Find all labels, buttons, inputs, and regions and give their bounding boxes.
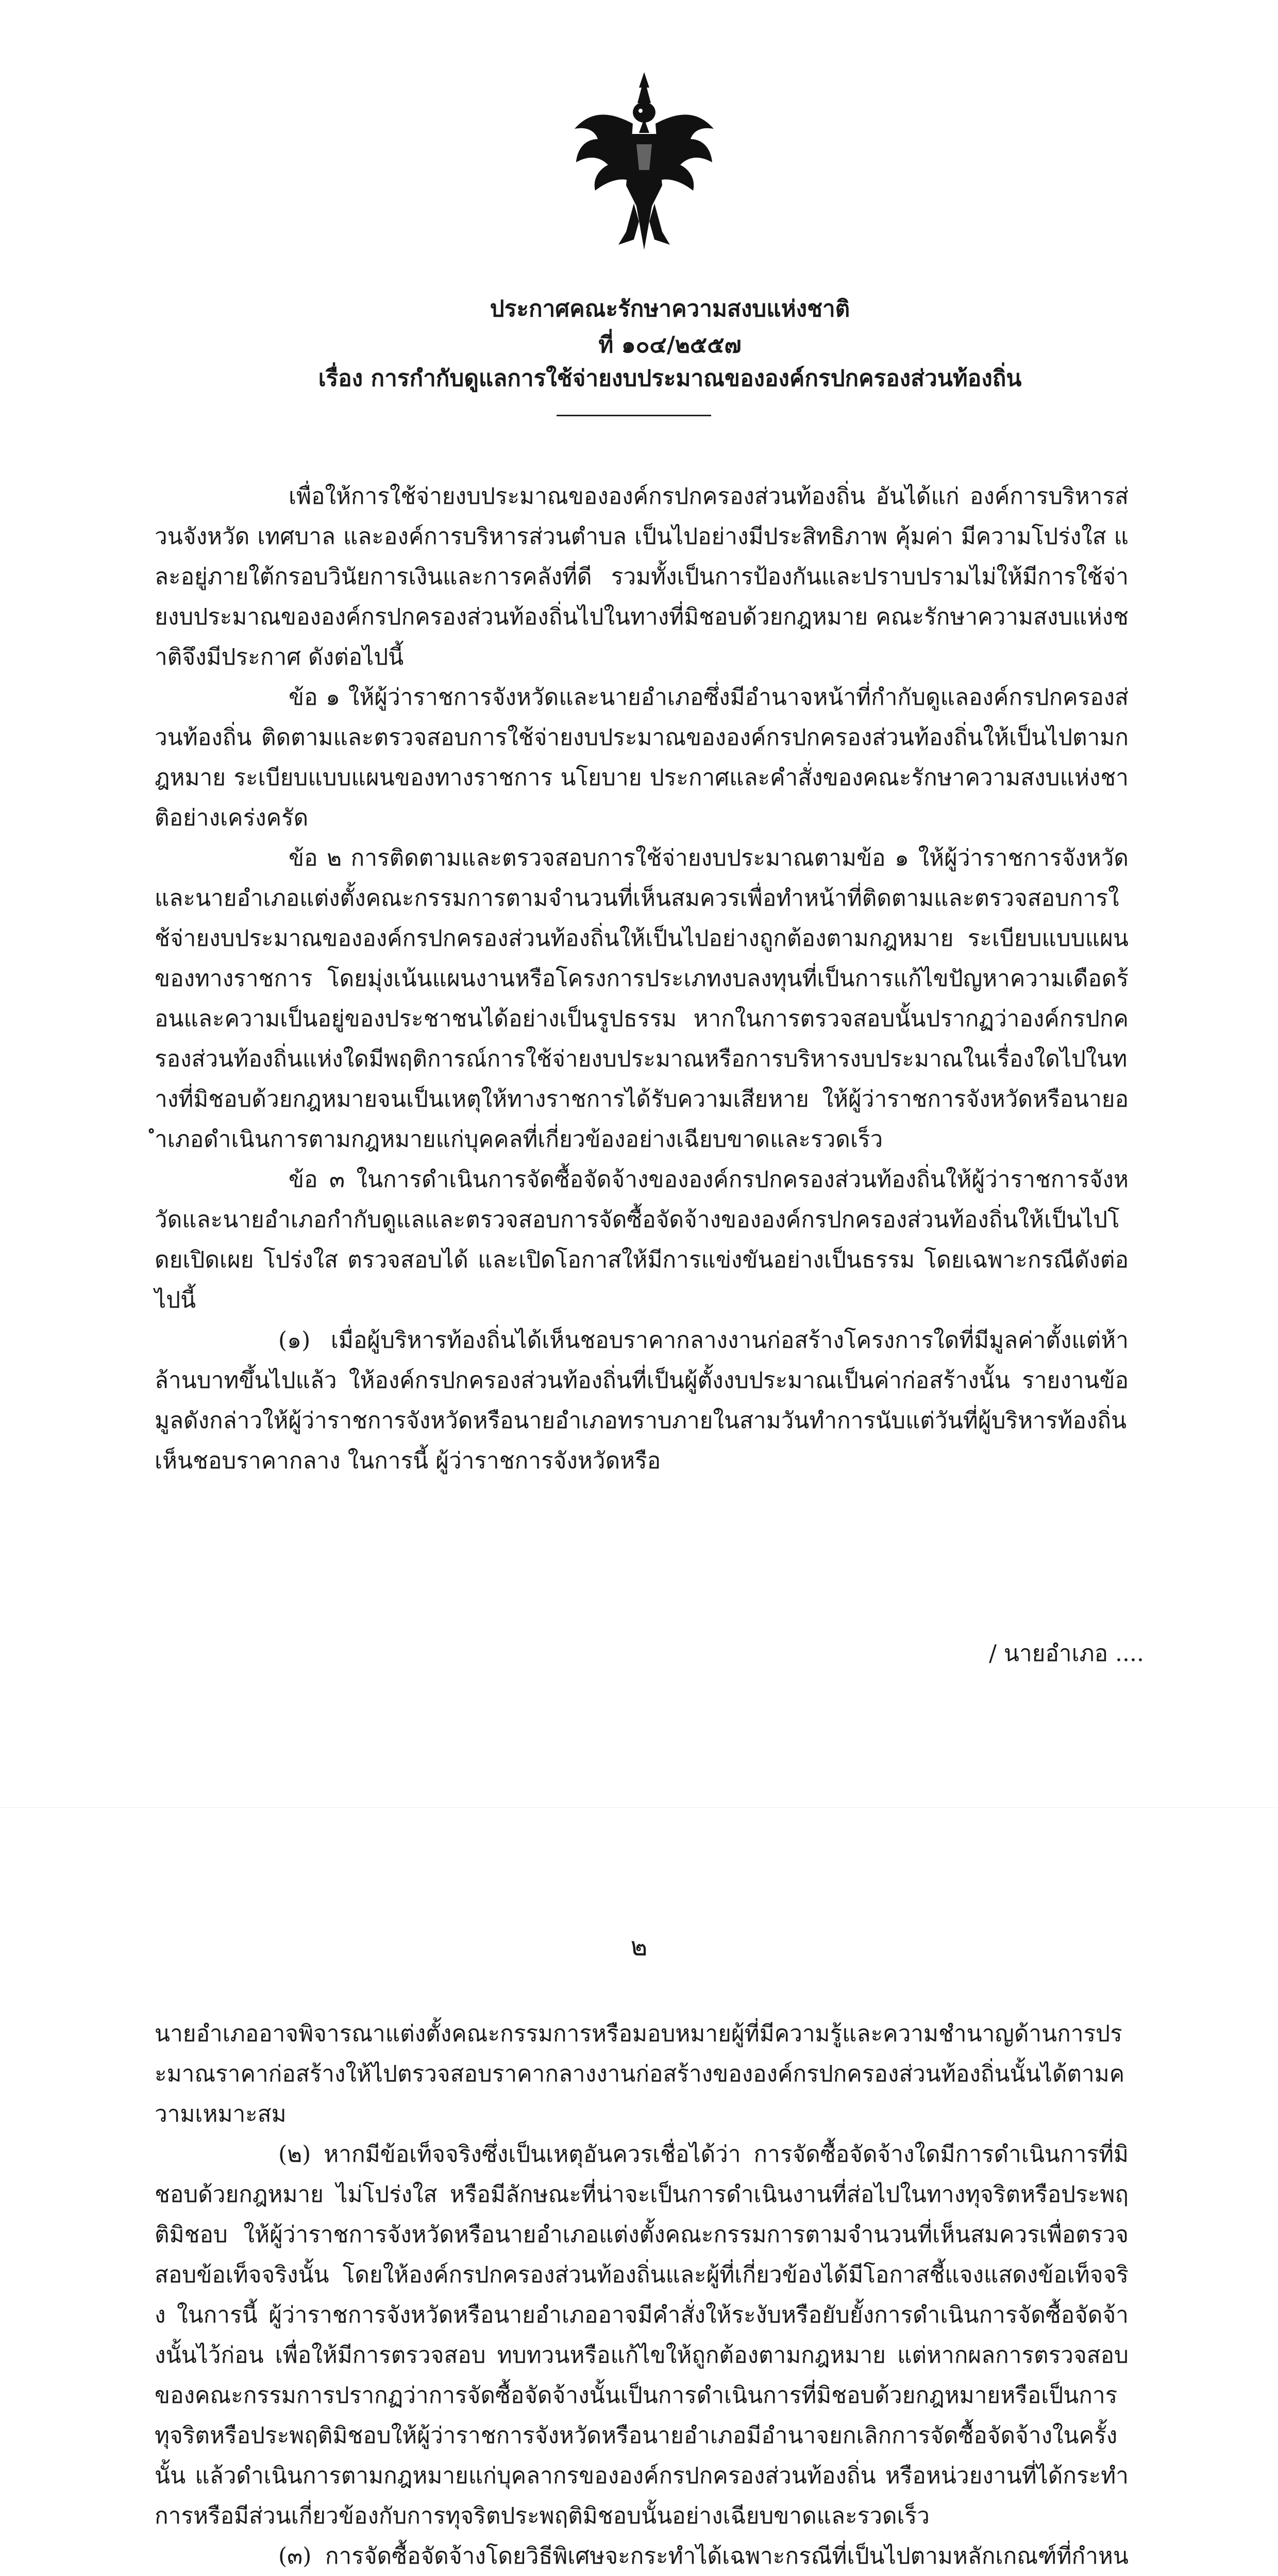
announcement-title: ประกาศคณะรักษาความสงบแห่งชาติ — [490, 296, 850, 322]
continuation-marker: / นายอำเภอ .... — [989, 1640, 1144, 1667]
document-page-2 — [0, 1807, 1278, 2576]
clause-1-paragraph: ข้อ ๑ ให้ผู้ว่าราชการจังหวัดและนายอำเภอซึ่งมีอำนาจหน้าที่กำกับดูแลองค์กรปกครองส่วนท้องถิ่น ติดตามและตรวจสอบการใช้จ่ายงบประมาณขององค์กรปกครองส่วนท้องถิ่นให้เป็นไปตามกฎหมาย ระเบียบแบบแผนของทางราชการ นโยบาย ประกาศและคำสั่งของคณะรักษาความสงบแห่งชาติอย่างเคร่งครัด — [155, 684, 1129, 831]
clause-2-paragraph: ข้อ ๒ การติดตามและตรวจสอบการใช้จ่ายงบประมาณตามข้อ ๑ ให้ผู้ว่าราชการจังหวัดและนายอำเภอแต่งตั้งคณะกรรมการตามจำนวนที่เห็นสมควรเพื่อทำหน้าที่ติดตามและตรวจสอบการใช้จ่ายงบประมาณขององค์กรปกครองส่วนท้องถิ่นให้เป็นไปอย่างถูกต้องตามกฎหมาย ระเบียบแบบแผนของทางราชการ โดยมุ่งเน้นแผนงานหรือโครงการประเภทงบลงทุนที่เป็นการแก้ไขปัญหาความเดือดร้อนและความเป็นอยู่ของประชาชนได้อย่างเป็นรูปธรรม หากในการตรวจสอบนั้นปรากฏว่าองค์กรปกครองส่วนท้องถิ่นแห่งใดมีพฤติการณ์การใช้จ่ายงบประมาณหรือการบริหารงบประมาณในเรื่องใดไปในทางที่มิชอบด้วยกฎหมายจนเป็นเหตุให้ทางราชการได้รับความเสียหาย ให้ผู้ว่าราชการจังหวัดหรือนายอำเภอดำเนินการตามกฎหมายแก่บุคคลที่เกี่ยวข้องอย่างเฉียบขาดและรวดเร็ว — [155, 845, 1129, 1153]
header-divider — [557, 415, 711, 416]
clause-3-paragraph: ข้อ ๓ ในการดำเนินการจัดซื้อจัดจ้างขององค์กรปกครองส่วนท้องถิ่นให้ผู้ว่าราชการจังหวัดและนายอำเภอกำกับดูแลและตรวจสอบการจัดซื้อจัดจ้างขององค์กรปกครองส่วนท้องถิ่นให้เป็นไปโดยเปิดเผย โปร่งใส ตรวจสอบได้ และเปิดโอกาสให้มีการแข่งขันอย่างเป็นธรรม โดยเฉพาะกรณีดังต่อไปนี้ — [155, 1166, 1129, 1313]
continued-paragraph: นายอำเภออาจพิจารณาแต่งตั้งคณะกรรมการหรือมอบหมายผู้ที่มีความรู้และความชำนาญด้านการประมาณราคาก่อสร้างให้ไปตรวจสอบราคากลางงานก่อสร้างขององค์กรปกครองส่วนท้องถิ่นนั้นได้ตามความเหมาะสม — [155, 2021, 1125, 2127]
clause-3-sub-3-paragraph: (๓) การจัดซื้อจัดจ้างโดยวิธีพิเศษจะกระทำได้เฉพาะกรณีที่เป็นไปตามหลักเกณฑ์ที่กำหน — [278, 2543, 1129, 2569]
clause-3-sub-2-paragraph: (๒) หากมีข้อเท็จจริงซึ่งเป็นเหตุอันควรเชื่อได้ว่า การจัดซื้อจัดจ้างใดมีการดำเนินการที่มิชอบด้วยกฎหมาย ไม่โปร่งใส หรือมีลักษณะที่น่าจะเป็นการดำเนินงานที่ส่อไปในทางทุจริตหรือประพฤติมิชอบ ให้ผู้ว่าราชการจังหวัดหรือนายอำเภอแต่งตั้งคณะกรรมการตามจำนวนที่เห็นสมควรเพื่อตรวจสอบข้อเท็จจริงนั้น โดยให้องค์กรปกครองส่วนท้องถิ่นและผู้ที่เกี่ยวข้องได้มีโอกาสชี้แจงแสดงข้อเท็จจริง ในการนี้ ผู้ว่าราชการจังหวัดหรือนายอำเภออาจมีคำสั่งให้ระงับหรือยับยั้งการดำเนินการจัดซื้อจัดจ้างนั้นไว้ก่อน เพื่อให้มีการตรวจสอบ ทบทวนหรือแก้ไขให้ถูกต้องตามกฎหมาย แต่หากผลการตรวจสอบของคณะกรรมการปรากฏว่าการจัดซื้อจัดจ้างนั้นเป็นการดำเนินการที่มิชอบด้วยกฎหมายหรือเป็นการทุจริตหรือประพฤติมิชอบให้ผู้ว่าราชการจังหวัดหรือนายอำเภอมีอำนาจยกเลิกการจัดซื้อจัดจ้างในครั้งนั้น แล้วดำเนินการตามกฎหมายแก่บุคลากรขององค์กรปกครองส่วนท้องถิ่น หรือหน่วยงานที่ได้กระทำการหรือมีส่วนเกี่ยวข้องกับการทุจริตประพฤติมิชอบนั้นอย่างเฉียบขาดและรวดเร็ว — [155, 2141, 1129, 2529]
page2-body — [155, 2014, 1129, 2576]
clause-3-sub-1-paragraph: (๑) เมื่อผู้บริหารท้องถิ่นได้เห็นชอบราคากลางงานก่อสร้างโครงการใดที่มีมูลค่าตั้งแต่ห้าล้านบาทขึ้นไปแล้ว ให้องค์กรปกครองส่วนท้องถิ่นที่เป็นผู้ตั้งงบประมาณเป็นค่าก่อสร้างนั้น รายงานข้อมูลดังกล่าวให้ผู้ว่าราชการจังหวัดหรือนายอำเภอทราบภายในสามวันทำการนับแต่วันที่ผู้บริหารท้องถิ่นเห็นชอบราคากลาง ในการนี้ ผู้ว่าราชการจังหวัดหรือ — [155, 1327, 1129, 1474]
preamble-paragraph: เพื่อให้การใช้จ่ายงบประมาณขององค์กรปกครองส่วนท้องถิ่น อันได้แก่ องค์การบริหารส่วนจังหวัด เทศบาล และองค์การบริหารส่วนตำบล เป็นไปอย่างมีประสิทธิภาพ คุ้มค่า มีความโปร่งใส และอยู่ภายใต้กรอบวินัยการเงินและการคลังที่ดี รวมทั้งเป็นการป้องกันและปราบปรามไม่ให้มีการใช้จ่ายงบประมาณขององค์กรปกครองส่วนท้องถิ่นไปในทางที่มิชอบด้วยกฎหมาย คณะรักษาความสงบแห่งชาติจึงมีประกาศ ดังต่อไปนี้ — [155, 483, 1129, 670]
page-number: ๒ — [630, 1931, 648, 1961]
garuda-emblem — [567, 67, 721, 252]
announcement-number: ที่ ๑๐๔/๒๕๕๗ — [598, 332, 742, 358]
page1-body — [155, 477, 1129, 1584]
announcement-subject: เรื่อง การกำกับดูแลการใช้จ่ายงบประมาณขององค์กรปกครองส่วนท้องถิ่น — [318, 365, 1022, 392]
